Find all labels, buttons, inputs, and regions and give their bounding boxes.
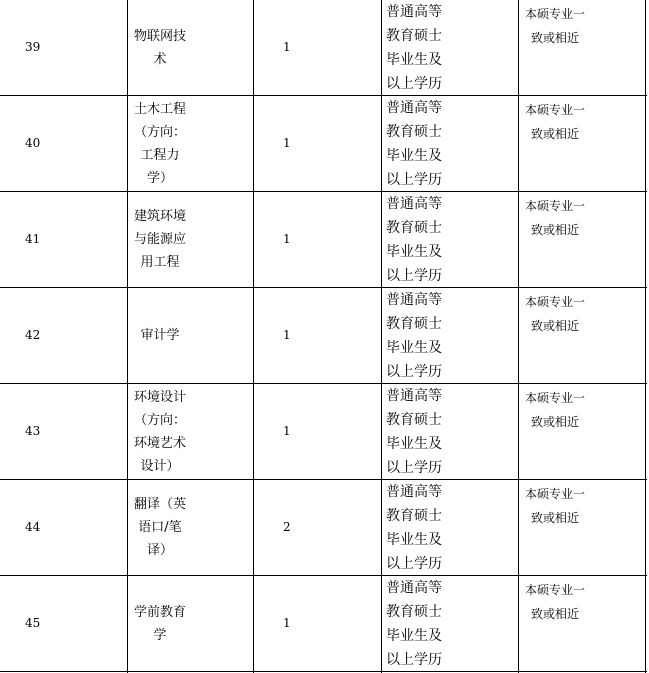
- education-cell: [386, 576, 511, 672]
- education-line: 毕业生及: [386, 436, 442, 452]
- row-number: 43: [25, 424, 41, 438]
- education-line: 毕业生及: [386, 148, 442, 164]
- major-line: 环境艺术: [133, 435, 186, 451]
- requirement-line: 致或相近: [530, 511, 579, 525]
- table-row: [0, 0, 647, 96]
- headcount: 2: [283, 520, 291, 534]
- column-divider: [645, 0, 646, 673]
- education-line: 教育硕士: [386, 604, 442, 620]
- requirement-cell: [520, 2, 590, 50]
- table-row: [0, 384, 647, 480]
- education-line: 普通高等: [386, 580, 442, 596]
- major-line: 学前教育: [133, 604, 186, 620]
- education-line: 以上学历: [386, 652, 442, 668]
- requirement-cell: [520, 482, 590, 530]
- major-cell: [130, 192, 190, 287]
- row-number: 39: [25, 40, 41, 54]
- major-cell: [130, 576, 190, 671]
- requirement-cell: [520, 578, 590, 626]
- column-divider: [381, 0, 382, 673]
- major-line: 环境设计: [133, 389, 186, 405]
- major-line: 设计）: [140, 458, 180, 474]
- education-cell: [386, 96, 511, 192]
- education-line: 毕业生及: [386, 52, 442, 68]
- row-number: 41: [25, 232, 41, 246]
- headcount: 1: [283, 232, 291, 246]
- education-line: 教育硕士: [386, 508, 442, 524]
- major-cell: [130, 288, 190, 383]
- requirement-line: 致或相近: [530, 319, 579, 333]
- requirement-line: 本硕专业一: [524, 199, 585, 213]
- education-line: 以上学历: [386, 76, 442, 92]
- education-line: 以上学历: [386, 460, 442, 476]
- requirement-cell: [520, 290, 590, 338]
- major-line: （方向：: [133, 412, 186, 428]
- education-line: 普通高等: [386, 100, 442, 116]
- education-line: 毕业生及: [386, 340, 442, 356]
- education-cell: [386, 288, 511, 384]
- education-cell: [386, 0, 511, 96]
- education-cell: [386, 384, 511, 480]
- requirement-line: 本硕专业一: [524, 487, 585, 501]
- headcount: 1: [283, 424, 291, 438]
- major-line: 语口/笔: [138, 520, 182, 535]
- requirement-cell: [520, 194, 590, 242]
- requirement-cell: [520, 386, 590, 434]
- requirement-line: 本硕专业一: [524, 583, 585, 597]
- major-line: 翻译（英: [133, 497, 186, 512]
- education-line: 普通高等: [386, 388, 442, 404]
- headcount: 1: [283, 136, 291, 150]
- education-line: 教育硕士: [386, 124, 442, 140]
- education-line: 教育硕士: [386, 28, 442, 44]
- row-number: 45: [25, 616, 41, 630]
- headcount: 1: [283, 328, 291, 342]
- education-line: 教育硕士: [386, 412, 442, 428]
- major-cell: [130, 0, 190, 95]
- education-cell: [386, 192, 511, 288]
- table-row: [0, 96, 647, 192]
- education-line: 教育硕士: [386, 316, 442, 332]
- column-divider: [127, 0, 128, 673]
- major-line: 审计学: [140, 328, 180, 343]
- major-cell: [130, 480, 190, 575]
- education-line: 普通高等: [386, 4, 442, 20]
- row-number: 42: [25, 328, 41, 342]
- headcount: 1: [283, 40, 291, 54]
- requirement-line: 致或相近: [530, 223, 579, 237]
- major-line: 土木工程: [133, 101, 186, 117]
- education-line: 毕业生及: [386, 628, 442, 644]
- major-line: （方向：: [133, 124, 186, 140]
- major-line: 术: [153, 51, 167, 67]
- education-line: 以上学历: [386, 172, 442, 188]
- column-divider: [253, 0, 254, 673]
- table-row: [0, 480, 647, 576]
- education-line: 以上学历: [386, 556, 442, 572]
- education-line: 教育硕士: [386, 220, 442, 236]
- requirement-line: 本硕专业一: [524, 103, 585, 117]
- row-number: 40: [25, 136, 41, 150]
- major-line: 建筑环境: [133, 209, 186, 224]
- requirement-line: 致或相近: [530, 607, 579, 621]
- headcount: 1: [283, 616, 291, 630]
- education-line: 普通高等: [386, 484, 442, 500]
- major-line: 学: [153, 627, 167, 643]
- major-line: 与能源应: [133, 232, 186, 247]
- row-number: 44: [25, 520, 41, 534]
- major-line: 学）: [146, 170, 173, 186]
- education-line: 以上学历: [386, 268, 442, 284]
- major-line: 译）: [146, 543, 173, 558]
- education-cell: [386, 480, 511, 576]
- table-row: [0, 192, 647, 288]
- education-line: 毕业生及: [386, 532, 442, 548]
- major-cell: [130, 96, 190, 191]
- major-cell: [130, 384, 190, 479]
- requirement-line: 致或相近: [530, 127, 579, 141]
- requirement-line: 本硕专业一: [524, 295, 585, 309]
- major-line: 物联网技: [133, 28, 186, 44]
- education-line: 普通高等: [386, 292, 442, 308]
- education-line: 以上学历: [386, 364, 442, 380]
- requirement-cell: [520, 98, 590, 146]
- table-row: [0, 288, 647, 384]
- requirement-line: 致或相近: [530, 415, 579, 429]
- requirement-line: 本硕专业一: [524, 7, 585, 21]
- education-line: 毕业生及: [386, 244, 442, 260]
- major-line: 用工程: [140, 255, 180, 270]
- column-divider: [518, 0, 519, 673]
- requirement-line: 本硕专业一: [524, 391, 585, 405]
- requirement-line: 致或相近: [530, 31, 579, 45]
- education-line: 普通高等: [386, 196, 442, 212]
- table-row: [0, 576, 647, 672]
- major-line: 工程力: [140, 147, 180, 163]
